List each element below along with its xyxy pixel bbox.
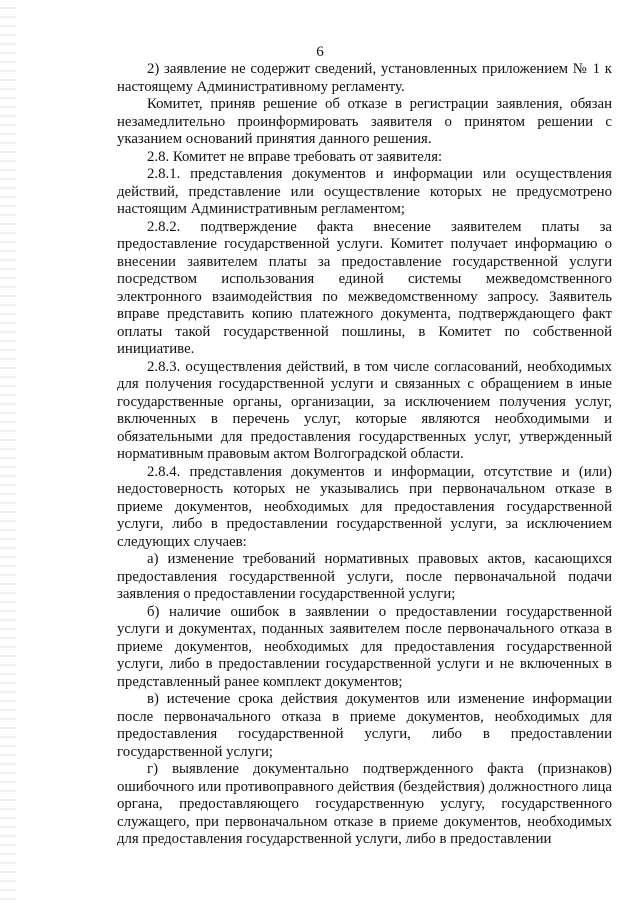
paragraph: Комитет, приняв решение об отказе в регистрации заявления, обязан незамедлительно проинформировать заявителя о принятом решении с указанием оснований принятия данного решения. xyxy=(117,96,612,147)
paragraph: 2.8.4. представления документов и информации, отсутствие и (или) недостоверность которых не указывались при первоначальном отказе в приеме документов, необходимых для предоставления государственной услуги, либо в предоставлении государственной услуги, за исключением следующих случаев: xyxy=(117,463,612,550)
paragraph: б) наличие ошибок в заявлении о предоставлении государственной услуги и документах, поданных заявителем после первоначального отказа в приеме документов, необходимых для предоставления государственной услуги, либо в предоставлении государственной услуги и не включенных в представленный ранее комплект документов; xyxy=(117,603,612,690)
paragraph: 2.8.3. осуществления действий, в том числе согласований, необходимых для получения государственной услуги и связанных с обращением в иные государственные органы, организации, за исключением получения услуг, включенных в перечень услуг, которые являются необходимыми и обязательными для предоставления государственных услуг, утвержденный нормативным правовым актом Волгоградской области. xyxy=(117,358,612,462)
page-number: 6 xyxy=(316,44,324,60)
paragraph: 2.8.2. подтверждение факта внесение заявителем платы за предоставление государственной услуги. Комитет получает информацию о внесении заявителем платы за предоставление государственной услуги посредством использования единой системы межведомственного электронного взаимодействия по межведомственному запросу. Заявитель вправе представить копию платежного документа, подтверждающего факт оплаты такой государственной пошлины, в Комитет по собственной инициативе. xyxy=(117,218,612,357)
paragraph: 2.8.1. представления документов и информации или осуществления действий, представление или осуществление которых не предусмотрено настоящим Административным регламентом; xyxy=(117,166,612,217)
paragraph: а) изменение требований нормативных правовых актов, касающихся предоставления государственной услуги, после первоначальной подачи заявления о предоставлении государственной услуги; xyxy=(117,551,612,602)
paragraph: 2.8. Комитет не вправе требовать от заявителя: xyxy=(147,148,443,165)
scan-edge-artifact xyxy=(0,0,16,905)
document-body xyxy=(117,61,612,849)
paragraph: в) истечение срока действия документов или изменение информации после первоначального отказа в приеме документов, необходимых для предоставления государственной услуги, либо в предоставлении государственной услуги; xyxy=(117,691,612,760)
paragraph: г) выявление документально подтвержденного факта (признаков) ошибочного или противоправного действия (бездействия) должностного лица органа, предоставляющего государственную услугу, государственного служащего, при первоначальном отказе в приеме документов, необходимых для предоставления государственной услуги, либо в предоставлении xyxy=(117,761,612,847)
paragraph: 2) заявление не содержит сведений, установленных приложением № 1 к настоящему Административному регламенту. xyxy=(117,61,612,95)
